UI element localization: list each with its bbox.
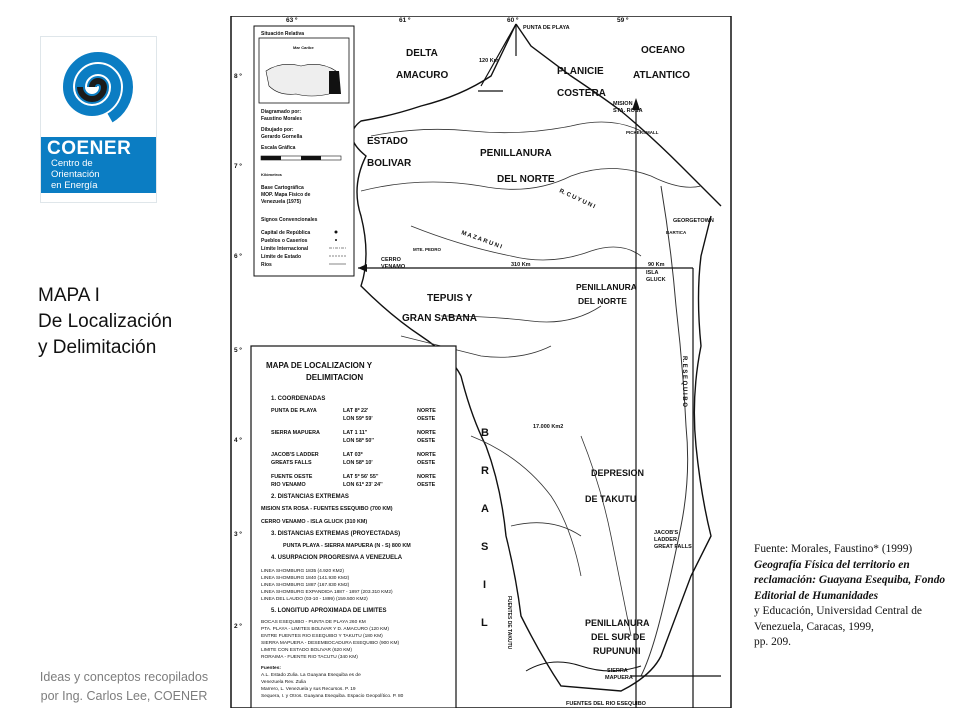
box-title: DELIMITACION	[306, 373, 364, 382]
top-tick: 63 º	[286, 17, 298, 24]
box-item: CERRO VENAMO - ISLA GLUCK (310 KM)	[261, 519, 368, 525]
inset-text: Faustino Morales	[261, 116, 303, 122]
coord-place: SIERRA MAPUERA	[271, 430, 320, 436]
info-box	[251, 346, 456, 708]
box-item: RORAIMA - FUENTE RIO TACUTU (340 KM)	[261, 655, 358, 660]
inset-sea: Mar Caribe	[293, 45, 314, 50]
place-label: GREAT FALLS	[654, 544, 692, 550]
source-prefix: Fuente: Morales, Faustino* (1999)	[754, 543, 913, 555]
top-tick: 60 º	[507, 17, 519, 24]
brasil-letter: R	[481, 465, 489, 477]
place-label: 120 Km	[479, 58, 499, 64]
place-label: VENAMO	[381, 264, 406, 270]
left-tick: 5 º	[234, 347, 242, 354]
inset-text: MOP. Mapa Físico de	[261, 192, 311, 198]
region-label: PENILLANURA	[585, 618, 650, 628]
box-item: LINEA SHOMBURG EXPANDIDA 1887 - 1897 (203.310 KM2)	[261, 590, 393, 595]
brasil-letter: A	[481, 503, 489, 515]
box-item: ENTRE FUENTES RIO ESEQUIBO Y TAKUTU (180 KM)	[261, 634, 383, 639]
box-item: LINEA SHOMBURG 1835 (4.920 KM2)	[261, 569, 344, 574]
coord-dir: NORTE	[417, 452, 436, 458]
slide-title	[38, 283, 172, 361]
map-inset	[254, 26, 354, 276]
coord-value: LAT 5º 56' 55''	[343, 474, 379, 480]
box-item: Venezuela Rev. Zulia	[261, 680, 306, 685]
title-line: y Delimitación	[38, 337, 157, 358]
place-label: SIERRA	[607, 668, 628, 674]
river-label: R. E S E Q U I B O	[681, 356, 687, 408]
inset-text: Dibujado por:	[261, 127, 294, 133]
region-label: DEL NORTE	[578, 296, 627, 306]
coord-value: LON 58º 50''	[343, 438, 374, 444]
inset-text: Base Cartográfica	[261, 185, 304, 191]
inset-text: Diagramado por:	[261, 109, 302, 115]
inset-text: Escala Gráfica	[261, 145, 296, 151]
coord-value: LON 58º 10'	[343, 460, 373, 466]
box-item: PUNTA PLAYA - SIERRA MAPUERA (N - S) 800 KM	[283, 543, 411, 549]
place-label: GEORGETOWN	[673, 218, 714, 224]
box-item: A.L. Estado Zulia. La Guayana Esequiba es de	[261, 673, 361, 678]
place-label: JACOB'S	[654, 530, 679, 536]
legend-item: Límite de Estado	[261, 254, 302, 260]
credits-line: Ideas y conceptos recopilados	[39, 670, 209, 684]
guayana-esequiba-map	[221, 16, 741, 708]
top-tick: 61 º	[399, 17, 411, 24]
coord-value: LON 59º 59'	[343, 416, 373, 422]
box-section: 5. LONGITUD APROXIMADA DE LIMITES	[271, 608, 387, 614]
distance-label: 310 Km	[511, 262, 531, 268]
left-tick: 2 º	[234, 623, 242, 630]
coord-dir: NORTE	[417, 474, 436, 480]
place-label: MAPUERA	[605, 675, 633, 681]
place-label: MTE. PEDRO	[413, 247, 442, 252]
box-item: MISION STA ROSA - FUENTES ESEQUIBO (700 KM)	[261, 506, 393, 512]
legend-item: Capital de República	[261, 230, 311, 236]
box-item: PTA. PLAYA - LIMITES BOLIVAR Y D. AMACURO (120 KM)	[261, 627, 389, 632]
box-item: LIMITE CON ESTADO BOLIVAR (620 KM)	[261, 648, 352, 653]
place-label: PUNTA DE PLAYA	[523, 25, 570, 31]
box-item: Marrero, L. Venezuela y sus Recursos. P. 19	[261, 687, 356, 692]
inset-text: Gerardo Gornella	[261, 134, 303, 140]
box-item: SIERRA MAPUERA - DESEMBOCADURA ESEQUIBO (900 KM)	[261, 641, 400, 646]
left-tick: 4 º	[234, 437, 242, 444]
brasil-letter: S	[481, 541, 489, 553]
region-label: ESTADO	[367, 136, 408, 147]
inset-title: Situación Relativa	[261, 31, 305, 37]
place-label: BARTICA	[666, 230, 687, 235]
inset-text: Venezuela (1975)	[261, 199, 302, 205]
legend-item: Límite Internacional	[261, 246, 309, 252]
river-label: R. C U Y U N I	[558, 188, 596, 211]
box-item: LINEA DEL LAUDO (03-10 - 1899) (159.500 KM2)	[261, 597, 368, 602]
coord-value: LAT 8º 22'	[343, 408, 369, 414]
source-citation	[754, 542, 954, 651]
region-label: AMACURO	[396, 70, 449, 81]
left-tick: 8 º	[234, 73, 242, 80]
coord-value: LON 61º 23' 24''	[343, 482, 383, 488]
region-label: ATLANTICO	[633, 70, 691, 81]
region-label: DE TAKUTU	[585, 494, 637, 504]
region-label: COSTERA	[557, 88, 606, 99]
river-label: M A Z A R U N I	[460, 230, 503, 251]
coord-dir: OESTE	[417, 482, 436, 488]
box-section: 4. USURPACION PROGRESIVA A VENEZUELA	[271, 555, 403, 561]
box-item: Sequera, I. y Otros. Guayana Esequiba. Espacio Geopolítico. P. 80	[261, 694, 404, 699]
place-label: GLUCK	[646, 277, 666, 283]
coord-place: JACOB'S LADDER	[271, 452, 319, 458]
source-suffix: y Educación, Universidad Central de Venezuela, Caracas, 1999,	[754, 605, 922, 633]
place-label: FUENTES DE TAKUTU	[506, 596, 512, 650]
region-label: DEL SUR DE	[591, 632, 646, 642]
credits	[24, 668, 224, 706]
distance-label: 90 Km	[648, 262, 665, 268]
coord-value: LAT 1 11''	[343, 430, 368, 436]
coord-place: PUNTA DE PLAYA	[271, 408, 317, 414]
box-item: BOCAS ESEQUIBO - PUNTA DE PLAYA 260 KM	[261, 620, 366, 625]
left-tick: 6 º	[234, 253, 242, 260]
place-label: PICKERSMALL	[626, 130, 659, 135]
inset-text: Signos Convencionales	[261, 217, 318, 223]
coener-logo	[40, 36, 157, 203]
place-label: LADDER	[654, 537, 677, 543]
coord-place: RIO VENAMO	[271, 482, 306, 488]
spiral-icon	[41, 37, 156, 137]
source-pages: pp. 209.	[754, 636, 792, 648]
box-item: LINEA SHOMBURG 1887 (167.830 KM2)	[261, 583, 350, 588]
brasil-letter: L	[481, 617, 488, 629]
region-label: DELTA	[406, 48, 438, 59]
legend-item: Pueblos o Caseríos	[261, 238, 308, 244]
coord-dir: OESTE	[417, 416, 436, 422]
place-label: ISLA	[646, 270, 659, 276]
brasil-letter: I	[483, 579, 487, 591]
place-label: CERRO	[381, 257, 401, 263]
region-label: PENILLANURA	[480, 148, 552, 159]
box-section: 1. COORDENADAS	[271, 396, 326, 402]
place-label: MISION	[613, 101, 633, 107]
left-tick: 3 º	[234, 531, 242, 538]
region-label: GRAN SABANA	[402, 313, 477, 324]
title-line: De Localización	[38, 311, 173, 332]
coord-dir: NORTE	[417, 408, 436, 414]
legend-item: Ríos	[261, 262, 272, 268]
place-label: STA. ROSA	[613, 108, 643, 114]
coord-value: LAT 03º	[343, 452, 363, 458]
source-title: Geografía Física del territorio en reclamación: Guayana Esequiba, Fondo Editorial de Humanidades	[754, 558, 946, 602]
coord-place: FUENTE OESTE	[271, 474, 313, 480]
box-item: Fuentes:	[261, 666, 281, 671]
coord-dir: OESTE	[417, 460, 436, 466]
inset-text: Kilómetros	[261, 172, 282, 177]
top-tick: 59 º	[617, 17, 629, 24]
region-label: OCEANO	[641, 45, 685, 56]
title-line: MAPA I	[38, 285, 100, 306]
place-label: FUENTES DEL RIO ESEQUIBO	[566, 701, 646, 707]
region-label: PENILLANURA	[576, 282, 637, 292]
box-item: LINEA SHOMBURG 1840 (141.930 KM2)	[261, 576, 350, 581]
region-label: PLANICIE	[557, 66, 604, 77]
coord-dir: OESTE	[417, 438, 436, 444]
region-label: TEPUIS Y	[427, 293, 473, 304]
region-label: DEPRESION	[591, 468, 645, 478]
left-tick: 7 º	[234, 163, 242, 170]
region-label: RUPUNUNI	[593, 646, 641, 656]
coord-place: GREATS FALLS	[271, 460, 312, 466]
logo-name: COENER	[47, 138, 132, 159]
brasil-letter: B	[481, 427, 489, 439]
region-label: BOLIVAR	[367, 158, 412, 169]
box-section: 3. DISTANCIAS EXTREMAS (PROYECTADAS)	[271, 531, 401, 537]
logo-tagline: Centro de Orientación en Energía	[51, 158, 100, 191]
area-label: 17.000 Km2	[533, 424, 564, 430]
box-title: MAPA DE LOCALIZACION Y	[266, 361, 373, 370]
box-section: 2. DISTANCIAS EXTREMAS	[271, 494, 349, 500]
credits-line: por Ing. Carlos Lee, COENER	[40, 689, 208, 703]
coord-dir: NORTE	[417, 430, 436, 436]
region-label: DEL NORTE	[497, 174, 555, 185]
